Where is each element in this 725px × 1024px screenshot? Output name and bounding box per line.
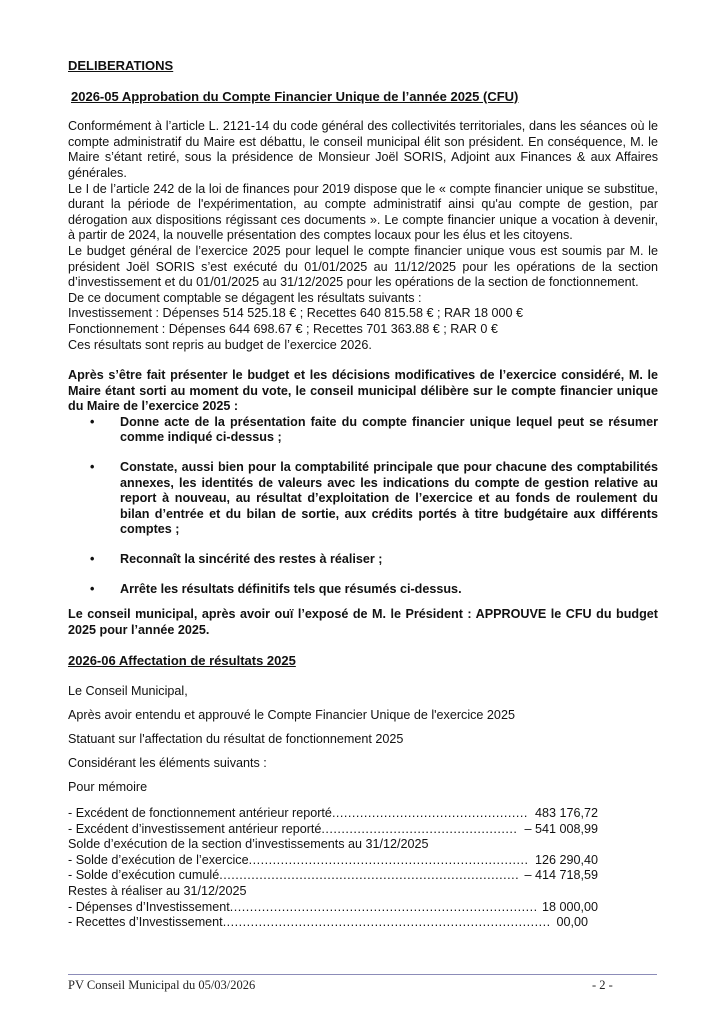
ledger-amount: 126 290,40 [534,852,598,867]
line-conseil: Le Conseil Municipal, [68,684,188,698]
footer-title: PV Conseil Municipal du 05/03/2026 [68,978,256,992]
bullet-item [68,582,658,598]
footer-divider [68,974,657,975]
ledger-row-solde-exercice [68,853,598,869]
paragraph-budget-general: Le budget général de l’exercice 2025 pour lequel le compte financier unique vous est soumis par M. le président Joël SORIS s’est exécuté du 01/01/2025 au 11/12/2025 pour les opérations de la section d’investissement et du 01/01/2025 au 31/12/2025 pour les opérations de la section de fonctionnement. [68,243,658,290]
paragraph-fonctionnement: Fonctionnement : Dépenses 644 698.67 € ; Recettes 701 363.88 € ; RAR 0 € [68,321,498,336]
ledger-heading-solde: Solde d’exécution de la section d’investissements au 31/12/2025 [68,837,429,852]
ledger-label: - Excédent d’investissement antérieur reporté [68,821,322,836]
bullet-icon: • [90,552,95,567]
ledger-dots [249,853,529,869]
paragraph-investissement: Investissement : Dépenses 514 525.18 € ; Recettes 640 815.58 € ; RAR 18 000 € [68,306,524,321]
ledger-label: - Excédent de fonctionnement antérieur reporté [68,805,332,820]
section-title-cfu: 2026-05 Approbation du Compte Financier Unique de l’année 2025 (CFU) [71,88,519,104]
document-page [68,58,658,931]
ledger-row-excedent-fonctionnement [68,806,598,822]
bullet-text: Reconnaît la sincérité des restes à réaliser ; [120,552,383,567]
line-considerant: Considérant les éléments suivants : [68,756,267,771]
ledger-dots [219,868,518,884]
ledger-amount: – 414 718,59 [524,868,598,883]
ledger-row-excedent-investissement [68,822,598,838]
bullet-icon: • [90,581,95,596]
ledger [68,806,658,931]
bullet-icon: • [90,460,95,475]
ledger-label: - Dépenses d’Investissement [68,899,230,914]
ledger-dots [223,915,551,931]
ledger-dots [321,822,518,838]
line-pour-memoire: Pour mémoire [68,780,148,795]
ledger-amount: 18 000,00 [541,899,598,914]
ledger-label: - Recettes d’Investissement [68,915,223,930]
ledger-dots [332,806,529,822]
bullet-item [68,415,658,446]
paragraph-article-242: Le I de l’article 242 de la loi de finances pour 2019 dispose que le « compte financier unique se substitue, durant la période de l'expérimentation, au compte administratif ainsi qu'au compte de gestion, par dérogation aux dispositions régissant ces documents ». Le compte financier unique a vocation à devenir, à partir de 2024, la nouvelle présentation des comptes locaux pour les élus et les citoyens. [68,181,658,243]
paragraph-article-l2121: Conformément à l’article L. 2121-14 du code général des collectivités territoriales, dans les séances où le compte administratif du Maire est débattu, le conseil municipal élit son président. En conséquence, M. le Maire s’étant retiré, sous la présidence de Monsieur Joël SORIS, Adjoint aux Finances & aux Affaires générales. [68,119,658,180]
ledger-amount: 483 176,72 [534,805,598,820]
ledger-label: - Solde d’exécution cumulé [68,868,220,883]
paragraph-results-intro: De ce document comptable se dégagent les résultats suivants : [68,290,422,305]
conclusion-approuve: Le conseil municipal, après avoir ouï l’exposé de M. le Président : APPROUVE le CFU du budget 2025 pour l’année 2025. [68,607,658,637]
ledger-heading-rar: Restes à réaliser au 31/12/2025 [68,883,247,898]
bullet-text: Arrête les résultats définitifs tels que résumés ci-dessus. [120,581,462,596]
ledger-row-solde-cumule [68,868,598,884]
ledger-row-depenses-investissement [68,900,598,916]
ledger-amount: – 541 008,99 [524,821,598,836]
ledger-row-recettes-investissement [68,915,588,931]
bullet-item [68,460,658,538]
line-apres-avoir: Après avoir entendu et approuvé le Compte Financier Unique de l'exercice 2025 [68,708,515,723]
main-title: DELIBERATIONS [68,58,174,73]
bullet-text: Donne acte de la présentation faite du compte financier unique lequel peut se résumer comme indiqué ci-dessus ; [120,414,658,445]
ledger-label: - Solde d’exécution de l’exercice [68,852,249,867]
page-number: - 2 - [592,978,613,992]
ledger-dots [230,900,536,916]
section-title-affectation: 2026-06 Affectation de résultats 2025 [68,653,296,669]
paragraph-reprise: Ces résultats sont repris au budget de l’exercice 2026. [68,337,372,352]
ledger-amount: 00,00 [556,915,588,930]
deliberation-intro: Après s’être fait présenter le budget et les décisions modificatives de l’exercice considéré, M. le Maire étant sorti au moment du vote, le conseil municipal délibère sur le compte financier unique du Maire de l’exercice 2025 : [68,368,658,414]
line-statuant: Statuant sur l'affectation du résultat de fonctionnement 2025 [68,732,404,747]
bullet-item [68,552,658,568]
bullet-text: Constate, aussi bien pour la comptabilité principale que pour chacune des comptabilités annexes, les identités de valeurs avec les indications du compte de gestion relative au report à nouveau, au résultat d’exploitation de l’exercice et au fonds de roulement du bilan d’entrée et du bilan de sortie, aux crédits portés à titre budgétaire aux différents comptes ; [120,460,658,537]
bullet-icon: • [90,414,95,429]
deliberation-bullets [68,415,658,597]
